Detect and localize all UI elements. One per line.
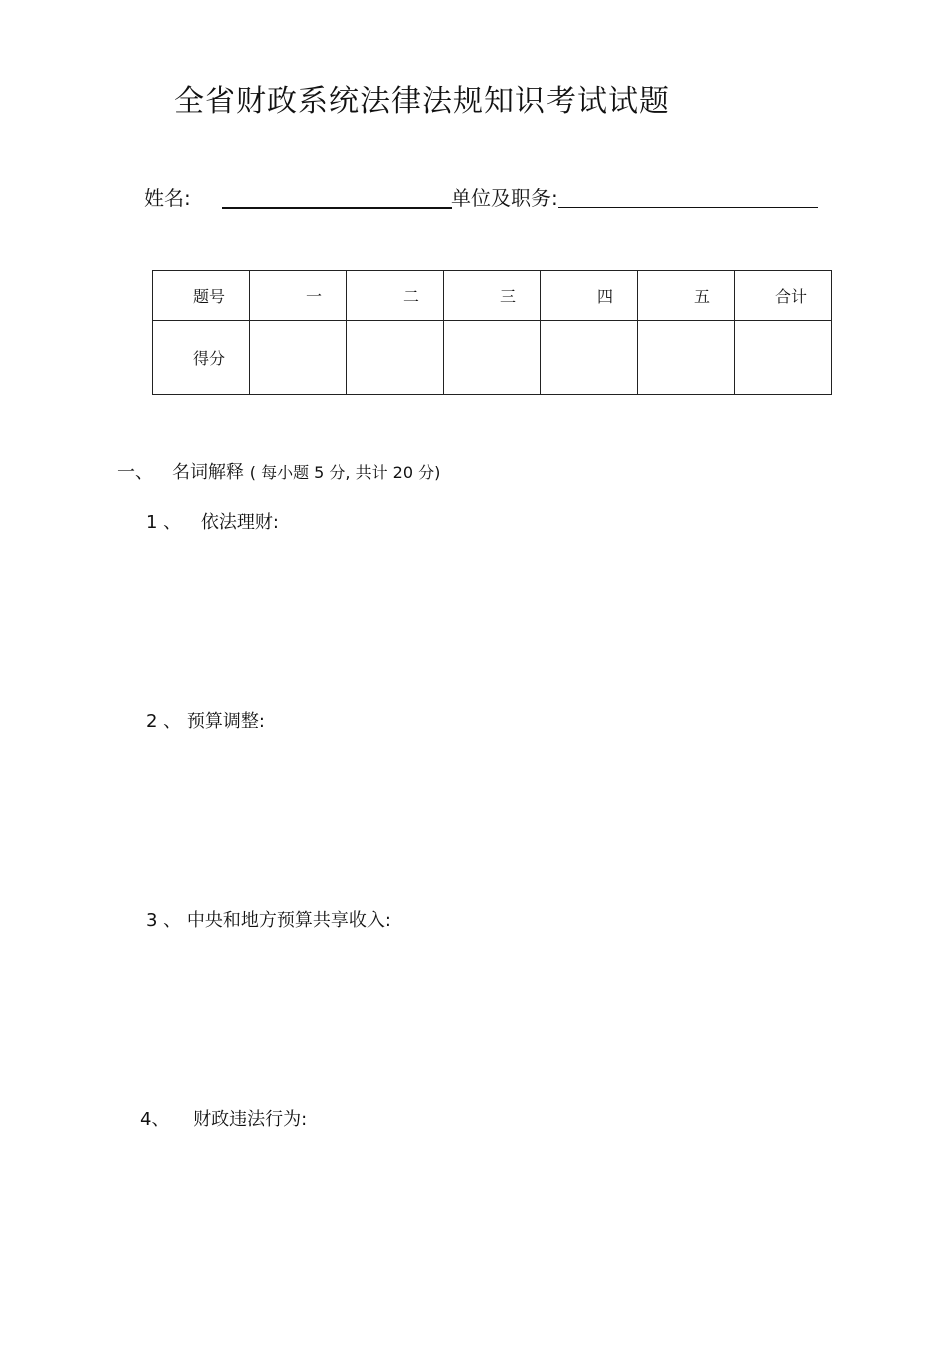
section-scoring-note: ( 每小题 5 分, 共计 20 分): [249, 463, 441, 482]
question-text: 预算调整:: [186, 711, 265, 732]
unit-position-label: 单位及职务:: [451, 186, 558, 210]
name-label: 姓名:: [144, 186, 191, 210]
score-table-score-row: [153, 321, 832, 395]
question-number: 2 、: [146, 711, 182, 732]
section-number: 一、: [117, 462, 153, 483]
score-cell-4[interactable]: [541, 321, 638, 395]
page-title: 全省财政系统法律法规知识考试试题: [174, 84, 670, 119]
score-cell-5[interactable]: [638, 321, 735, 395]
question-1: [146, 508, 279, 534]
header-cell-5: 五: [638, 271, 735, 321]
question-text: 中央和地方预算共享收入:: [186, 910, 391, 931]
header-cell-4: 四: [541, 271, 638, 321]
score-cell-3[interactable]: [444, 321, 541, 395]
section-heading: [172, 458, 440, 484]
score-table: [152, 270, 832, 395]
score-cell-1[interactable]: [250, 321, 347, 395]
section-title: 名词解释: [172, 462, 244, 483]
question-number: 3 、: [146, 910, 182, 931]
question-number: 1 、: [146, 512, 182, 533]
header-cell-1: 一: [250, 271, 347, 321]
question-3: [146, 906, 391, 932]
score-row-label: 得分: [153, 321, 250, 395]
score-table-header-row: [153, 271, 832, 321]
header-cell-3: 三: [444, 271, 541, 321]
question-2: [146, 707, 265, 733]
header-cell-2: 二: [347, 271, 444, 321]
unit-position-underline[interactable]: [558, 207, 818, 208]
question-4: [140, 1105, 307, 1131]
question-text: 依法理财:: [200, 512, 279, 533]
score-cell-2[interactable]: [347, 321, 444, 395]
score-cell-total[interactable]: [735, 321, 832, 395]
question-text: 财政违法行为:: [193, 1109, 308, 1130]
question-number: 4、: [140, 1109, 170, 1130]
name-underline[interactable]: [222, 207, 452, 209]
header-cell-total: 合计: [735, 271, 832, 321]
header-cell-question-number: 题号: [153, 271, 250, 321]
